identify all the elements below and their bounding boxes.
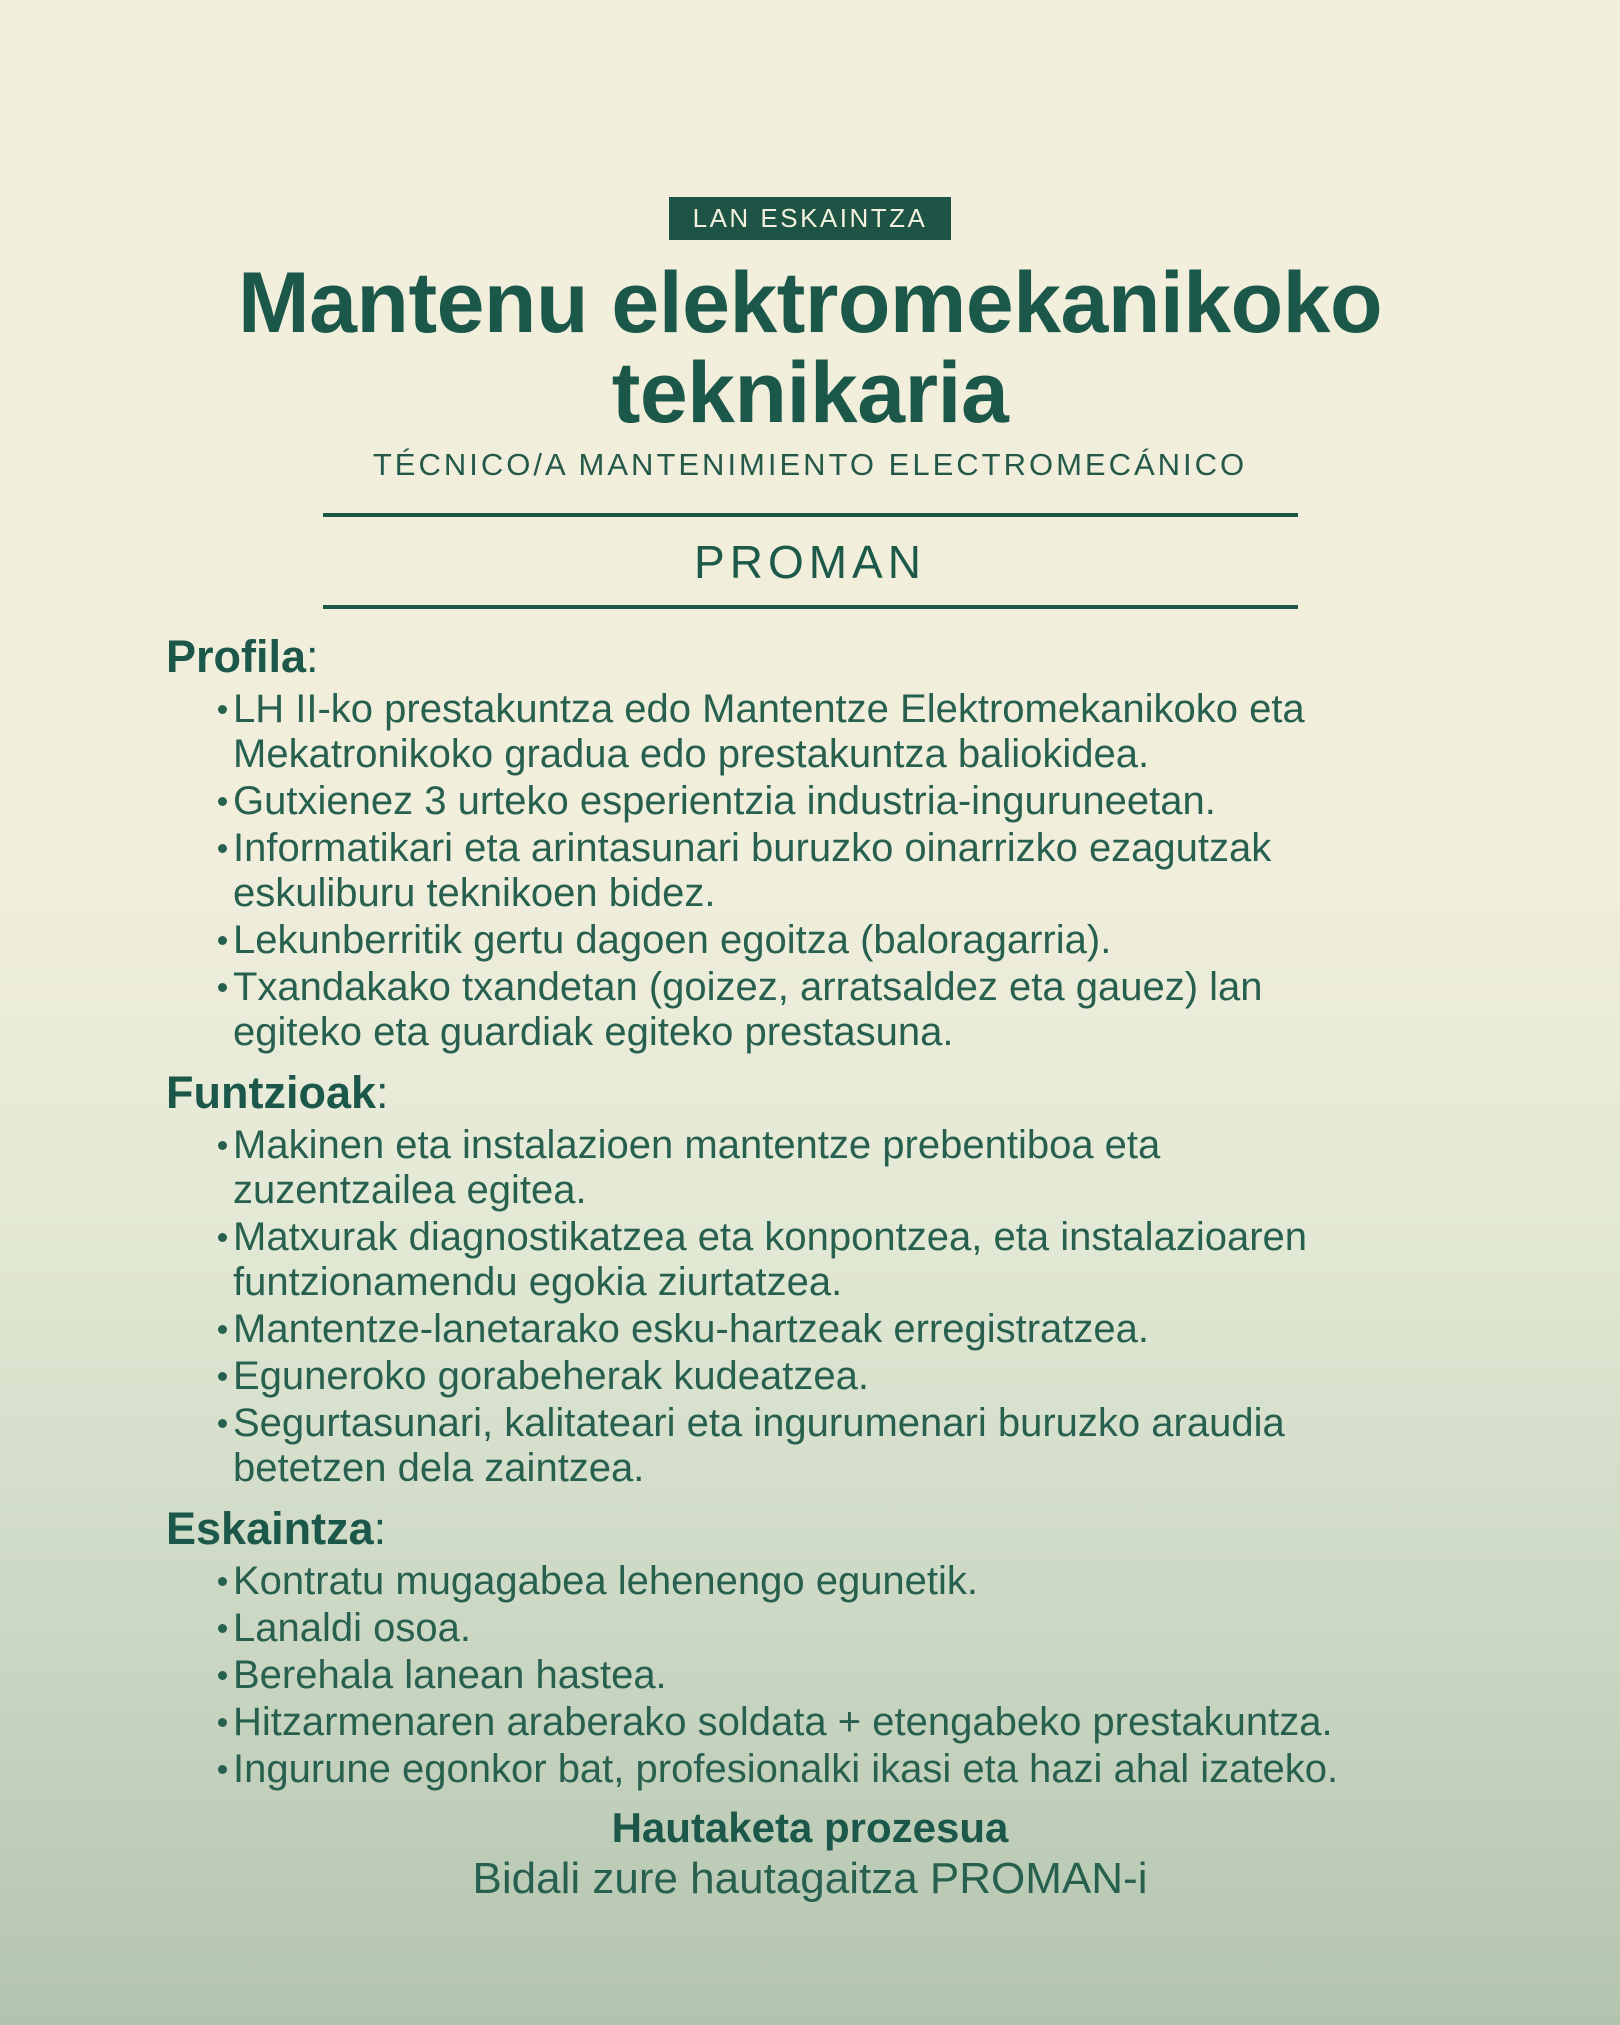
section-offer-heading <box>166 1503 1454 1555</box>
divider-top <box>323 513 1298 517</box>
company-name: PROMAN <box>694 535 926 588</box>
list-item: Mantentze-lanetarako esku-hartzeak erregistratzea. <box>166 1307 1353 1352</box>
subtitle-spanish: TÉCNICO/A MANTENIMIENTO ELECTROMECÁNICO <box>372 446 1248 482</box>
heading-word: Eskaintza <box>166 1502 374 1554</box>
list-item: Kontratu mugagabea lehenengo egunetik. <box>166 1559 1353 1604</box>
flyer-body <box>0 609 1620 1904</box>
section-profile <box>166 631 1454 1055</box>
list-item: Txandakako txandetan (goizez, arratsaldez eta gauez) lan egiteko eta guardiak egiteko prestasuna. <box>166 965 1353 1055</box>
selection-process-text: Bidali zure hautagaitza PROMAN-i <box>472 1853 1148 1903</box>
heading-colon: : <box>373 1502 387 1554</box>
heading-word: Profila <box>166 630 307 682</box>
section-functions-heading <box>166 1067 1454 1119</box>
section-profile-heading <box>166 631 1454 683</box>
offer-list <box>166 1559 1353 1792</box>
heading-word: Funtzioak <box>166 1066 376 1118</box>
section-functions <box>166 1067 1454 1491</box>
selection-process-heading: Hautaketa prozesua <box>611 1803 1009 1851</box>
list-item: Eguneroko gorabeherak kudeatzea. <box>166 1354 1353 1399</box>
list-item: Lekunberritik gertu dagoen egoitza (baloragarria). <box>166 918 1353 963</box>
heading-colon: : <box>376 1066 389 1118</box>
page-title-line-1: Mantenu elektromekanikoko <box>237 255 1383 351</box>
list-item: Segurtasunari, kalitateari eta ingurumenari buruzko araudia betetzen dela zaintzea. <box>166 1401 1353 1491</box>
page-title-line-2: teknikaria <box>611 345 1009 442</box>
section-offer <box>166 1503 1454 1792</box>
list-item: Hitzarmenaren araberako soldata + etengabeko prestakuntza. <box>166 1700 1353 1745</box>
functions-list <box>166 1123 1353 1491</box>
badge-label: LAN ESKAINTZA <box>692 203 928 233</box>
page-title <box>0 255 1620 442</box>
list-item: Informatikari eta arintasunari buruzko oinarrizko ezagutzak eskuliburu teknikoen bidez. <box>166 826 1353 916</box>
list-item: Ingurune egonkor bat, profesionalki ikasi eta hazi ahal izateko. <box>166 1747 1353 1792</box>
profile-list <box>166 687 1353 1055</box>
list-item: Lanaldi osoa. <box>166 1606 1353 1651</box>
list-item: Gutxienez 3 urteko esperientzia industria-inguruneetan. <box>166 779 1353 824</box>
heading-colon: : <box>306 630 319 682</box>
list-item: Makinen eta instalazioen mantentze prebentiboa eta zuzentzailea egitea. <box>166 1123 1353 1213</box>
job-offer-badge <box>669 197 952 240</box>
list-item: Matxurak diagnostikatzea eta konpontzea, eta instalazioaren funtzionamendu egokia ziurtatzea. <box>166 1215 1353 1305</box>
list-item: Berehala lanean hastea. <box>166 1653 1353 1698</box>
selection-process <box>166 1804 1454 1904</box>
list-item: LH II-ko prestakuntza edo Mantentze Elektromekanikoko eta Mekatronikoko gradua edo prestakuntza baliokidea. <box>166 687 1353 777</box>
